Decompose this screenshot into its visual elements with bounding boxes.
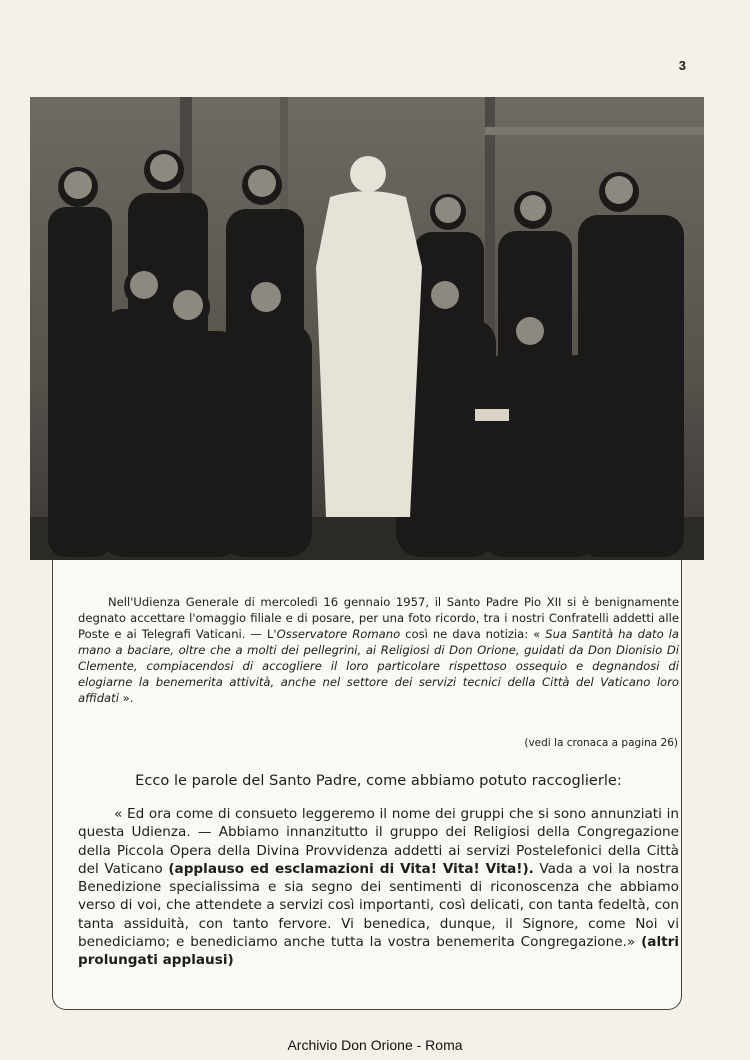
cross-reference: (vedi la cronaca a pagina 26)	[524, 737, 678, 749]
caption-quote: Sua Santità ha dato la mano a baciare, oltre che a molti dei pellegrini, ai Religiosi di Don Orione, guidati da Don Dionisio Di Clemente, compiacendosi di accogliere il loro particolare rispettoso ossequio e degnandosi di elogiarne la benemerita attività, anche nel settore dei servizi tecnici della Città del Vaticano loro affidati	[78, 627, 679, 705]
speech-intro: Ecco le parole del Santo Padre, come abbiamo potuto raccoglierle:	[135, 772, 622, 789]
papal-speech	[78, 805, 679, 970]
photo-caption	[78, 594, 679, 706]
caption-text-2: così ne dava notizia: «	[400, 627, 546, 641]
archive-footer: Archivio Don Orione - Roma	[287, 1037, 463, 1053]
caption-text-1: Nell'Udienza Generale di mercoledì 16 gennaio 1957, il Santo Padre Pio XII si è benignamente degnato accettare l'omaggio filiale e di posare, per una foto ricordo, tra i nostri Confratelli addetti alle Poste e ai Telegrafi Vaticani. — L'	[78, 595, 679, 641]
speech-text-1: « Ed ora come di consueto leggeremo il nome dei gruppi che si sono annunziati in questa Udienza. — Abbiamo innanzitutto il gruppo dei Religiosi della Congregazione della Piccola Opera della Divina Provvidenza addetti ai servizi Postelefonici della Città del Vaticano	[78, 806, 679, 877]
group-photo-illustration	[30, 97, 704, 560]
group-photo	[30, 97, 704, 560]
speech-applause-1: (applauso ed esclamazioni di Vita! Vita! Vita!).	[168, 860, 534, 877]
speech-applause-2: (altri prolungati applausi)	[78, 934, 679, 969]
page-number: 3	[678, 58, 686, 73]
speech-text-2: Vada a voi la nostra Benedizione specialissima e sia segno dei sentimenti di riconoscenza che abbiamo verso di voi, che attendete a servizi così importanti, così delicati, con tanta fedeltà, con tanta assiduità, con tanto fervore. Vi benedica, dunque, il Signore, come Noi vi benediciamo; e benediciamo anche tutta la vostra benemerita Congregazione.»	[78, 860, 680, 951]
caption-newspaper-name: Osservatore Romano	[276, 627, 401, 641]
caption-text-3: ».	[118, 691, 134, 705]
